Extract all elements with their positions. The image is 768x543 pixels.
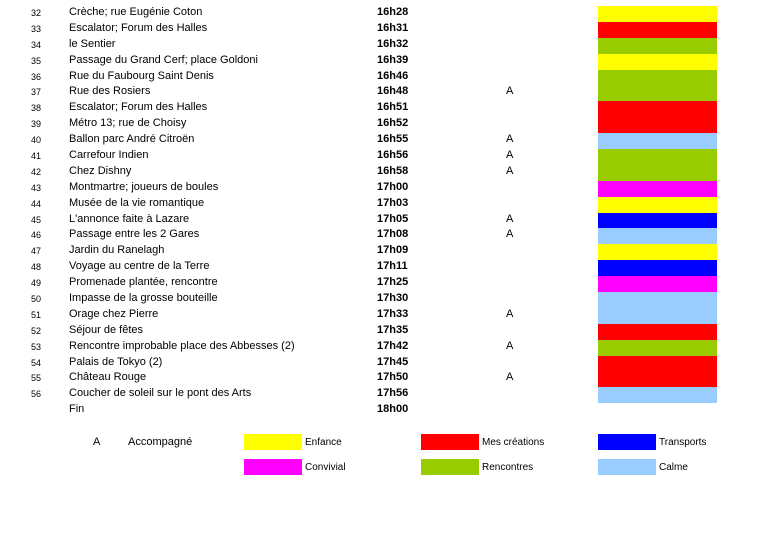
row-number: 32 (31, 8, 42, 18)
table-row (0, 324, 768, 340)
table-row (0, 260, 768, 276)
row-place-name: Coucher de soleil sur le pont des Arts (69, 387, 252, 400)
legend-label: Rencontres (482, 462, 534, 473)
row-place-name: Musée de la vie romantique (69, 196, 205, 209)
row-time: 16h58 (377, 164, 409, 177)
row-place-name: Rue des Rosiers (69, 85, 151, 98)
row-time: 17h25 (377, 276, 409, 289)
legend-label: Calme (659, 462, 688, 473)
legend-swatch (421, 434, 479, 450)
category-swatch (598, 133, 717, 149)
table-row (0, 356, 768, 372)
row-time: 17h45 (377, 355, 409, 368)
row-number: 53 (31, 341, 42, 352)
table-row (0, 6, 768, 22)
table-row (0, 371, 768, 387)
row-place-name: le Sentier (69, 37, 116, 50)
row-number: 49 (31, 278, 42, 289)
table-row (0, 197, 768, 213)
table-row (0, 387, 768, 403)
row-time: 16h52 (377, 117, 409, 130)
row-time: 16h46 (377, 69, 409, 82)
table-row (0, 181, 768, 197)
row-place-name: Escalator; Forum des Halles (69, 101, 208, 114)
row-place-name: Séjour de fêtes (69, 323, 143, 336)
row-place-name: Voyage au centre de la Terre (69, 260, 210, 273)
schedule-table (0, 6, 768, 419)
row-time: 16h31 (377, 21, 409, 34)
row-number: 41 (31, 151, 42, 162)
category-swatch (598, 244, 717, 260)
category-swatch (598, 308, 717, 324)
legend-swatch (598, 459, 656, 475)
category-swatch (598, 371, 717, 387)
category-swatch (598, 356, 717, 372)
table-row (0, 228, 768, 244)
row-number: 50 (31, 294, 42, 305)
row-number: 52 (31, 325, 42, 336)
row-place-name: Rencontre improbable place des Abbesses (2) (69, 339, 295, 352)
row-number: 36 (31, 71, 42, 82)
table-row (0, 70, 768, 86)
row-time: 16h56 (377, 149, 409, 162)
table-row (0, 22, 768, 38)
row-accompanied: A (506, 339, 514, 352)
category-swatch (598, 181, 717, 197)
table-row (0, 165, 768, 181)
row-number: 46 (31, 230, 42, 241)
row-number: 33 (31, 23, 42, 34)
row-time: 16h32 (377, 37, 409, 50)
category-swatch (598, 22, 717, 38)
row-number: 45 (31, 214, 42, 225)
row-accompanied: A (506, 371, 514, 384)
row-number: 54 (31, 357, 42, 368)
row-accompanied: A (506, 149, 514, 162)
row-number: 42 (31, 166, 42, 177)
row-number: 39 (31, 119, 42, 130)
row-time: 17h00 (377, 180, 409, 193)
row-place-name: Promenade plantée, rencontre (69, 276, 218, 289)
row-place-name: Passage entre les 2 Gares (69, 228, 200, 241)
row-place-name: Métro 13; rue de Choisy (69, 117, 187, 130)
category-swatch (598, 228, 717, 244)
legend-abbr-text: Accompagné (128, 436, 193, 448)
legend-swatch (244, 459, 302, 475)
category-swatch (598, 149, 717, 165)
category-swatch (598, 117, 717, 133)
table-row (0, 403, 768, 419)
row-place-name: Carrefour Indien (69, 149, 149, 162)
legend-label: Transports (659, 437, 707, 448)
row-accompanied: A (506, 133, 514, 146)
row-time: 17h56 (377, 387, 409, 400)
category-swatch (598, 260, 717, 276)
category-swatch (598, 292, 717, 308)
legend-label: Enfance (305, 437, 342, 448)
legend-label: Mes créations (482, 437, 545, 448)
row-time: 16h55 (377, 133, 409, 146)
row-time: 16h39 (377, 53, 409, 66)
row-number: 51 (31, 309, 42, 320)
category-swatch (598, 340, 717, 356)
row-number: 40 (31, 135, 42, 146)
legend (0, 432, 768, 482)
category-swatch (598, 101, 717, 117)
row-place-name: Passage du Grand Cerf; place Goldoni (69, 53, 258, 66)
row-place-name: Palais de Tokyo (2) (69, 355, 163, 368)
row-number: 47 (31, 246, 42, 257)
row-time: 17h42 (377, 339, 409, 352)
row-number: 37 (31, 87, 42, 98)
category-swatch (598, 165, 717, 181)
row-accompanied: A (506, 164, 514, 177)
table-row (0, 276, 768, 292)
row-place-name: Crèche; rue Eugénie Coton (69, 6, 203, 18)
category-swatch (598, 6, 717, 22)
row-time: 17h33 (377, 307, 409, 320)
row-accompanied: A (506, 228, 514, 241)
row-time: 17h35 (377, 323, 409, 336)
row-place-name: Jardin du Ranelagh (69, 244, 165, 257)
row-time: 17h03 (377, 196, 409, 209)
legend-abbr: A (93, 436, 101, 448)
row-place-name: Escalator; Forum des Halles (69, 21, 208, 34)
row-time: 17h05 (377, 212, 409, 225)
table-row (0, 308, 768, 324)
row-number: 56 (31, 389, 42, 400)
table-row (0, 244, 768, 260)
legend-swatch (421, 459, 479, 475)
table-row (0, 213, 768, 229)
category-swatch (598, 387, 717, 403)
row-time: 17h50 (377, 371, 409, 384)
row-place-name: Château Rouge (69, 371, 147, 384)
table-row (0, 133, 768, 149)
table-row (0, 117, 768, 133)
row-number: 38 (31, 103, 42, 114)
table-row (0, 340, 768, 356)
category-swatch (598, 213, 717, 229)
row-time: 16h48 (377, 85, 409, 98)
row-time: 16h51 (377, 101, 409, 114)
row-time: 17h30 (377, 292, 409, 305)
row-time: 17h08 (377, 228, 409, 241)
row-place-name: Rue du Faubourg Saint Denis (69, 69, 214, 82)
table-row (0, 149, 768, 165)
row-place-name: Impasse de la grosse bouteille (69, 292, 218, 305)
category-swatch (598, 324, 717, 340)
table-row (0, 292, 768, 308)
category-swatch (598, 85, 717, 101)
row-number: 48 (31, 262, 42, 273)
legend-swatch (598, 434, 656, 450)
table-row (0, 85, 768, 101)
row-number: 44 (31, 198, 42, 209)
row-number: 55 (31, 373, 42, 384)
row-time: 16h28 (377, 6, 409, 18)
category-swatch (598, 54, 717, 70)
row-time: 18h00 (377, 403, 409, 416)
row-place-name: Chez Dishny (69, 164, 132, 177)
row-time: 17h11 (377, 260, 408, 273)
category-swatch (598, 276, 717, 292)
table-row (0, 101, 768, 117)
row-place-name: Montmartre; joueurs de boules (69, 180, 219, 193)
row-number: 43 (31, 182, 42, 193)
row-accompanied: A (506, 212, 514, 225)
row-number: 34 (31, 39, 42, 50)
row-number: 35 (31, 55, 42, 66)
row-accompanied: A (506, 307, 514, 320)
row-place-name: Orage chez Pierre (69, 307, 159, 320)
category-swatch (598, 197, 717, 213)
row-accompanied: A (506, 85, 514, 98)
row-place-name: Ballon parc André Citroën (69, 133, 195, 146)
table-row (0, 54, 768, 70)
category-swatch (598, 70, 717, 86)
category-swatch (598, 38, 717, 54)
table-row (0, 38, 768, 54)
row-time: 17h09 (377, 244, 409, 257)
row-place-name: L'annonce faite à Lazare (69, 212, 190, 225)
legend-swatch (244, 434, 302, 450)
legend-label: Convivial (305, 462, 346, 473)
row-place-name: Fin (69, 403, 85, 416)
